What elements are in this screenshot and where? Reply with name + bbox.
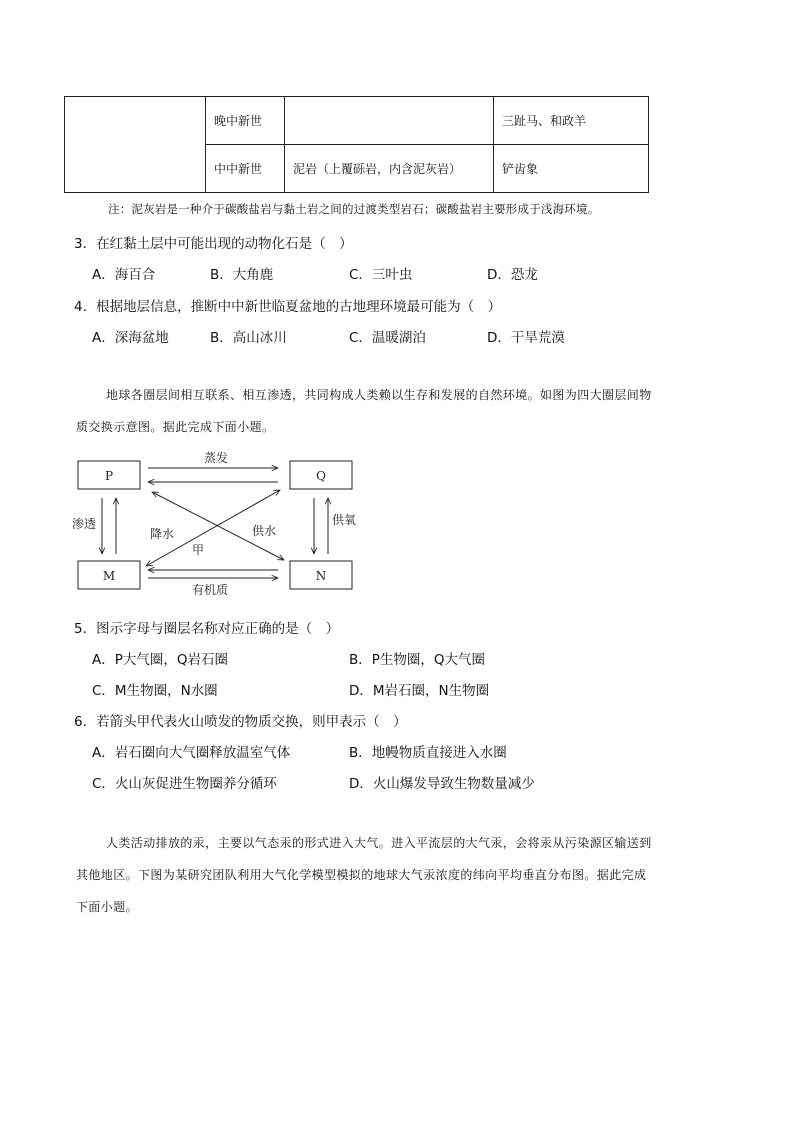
box-p-label: P — [104, 469, 114, 483]
q3-option-d: D．恐龙 — [487, 267, 538, 283]
q4-option-c: C．温暖湖泊 — [349, 330, 426, 346]
q5-option-b: B．P生物圈，Q大气圈 — [349, 652, 486, 668]
question-3-stem: 3．在红黏土层中可能出现的动物化石是（ ） — [74, 236, 353, 252]
table-cell: 泥岩（上覆砾岩，内含泥灰岩） — [285, 145, 494, 193]
q3-option-a: A．海百合 — [92, 267, 156, 283]
label-oxygen-supply: 供氧 — [332, 513, 357, 527]
q6-option-c: C．火山灰促进生物圈养分循环 — [92, 776, 277, 792]
q5-option-c: C．M生物圈，N水圈 — [92, 683, 218, 699]
label-evaporation: 蒸发 — [203, 451, 229, 465]
q4-option-b: B．高山冰川 — [210, 330, 287, 346]
q5-option-d: D．M岩石圈，N生物圈 — [349, 683, 490, 699]
question-4-stem: 4．根据地层信息，推断中中新世临夏盆地的古地理环境最可能为（ ） — [74, 299, 502, 315]
label-organic-matter: 有机质 — [191, 583, 229, 597]
q6-option-a: A．岩石圈向大气圈释放温室气体 — [92, 745, 291, 761]
q6-option-b: B．地幔物质直接进入水圈 — [349, 745, 507, 761]
table-cell: 铲齿象 — [494, 145, 649, 193]
question-6-stem: 6．若箭头甲代表火山喷发的物质交换，则甲表示（ ） — [74, 714, 407, 730]
label-precipitation: 降水 — [150, 527, 175, 541]
q3-option-c: C．三叶虫 — [349, 267, 413, 283]
passage-3-line-2: 其他地区。下图为某研究团队利用大气化学模型模拟的地球大气汞浓度的纬向平均垂直分布图。据此完成 — [76, 868, 647, 882]
passage-2-line-1: 地球各圈层间相互联系、相互渗透，共同构成人类赖以生存和发展的自然环境。如图为四大圈层间物 — [106, 388, 652, 402]
q5-option-a: A．P大气圈，Q岩石圈 — [92, 652, 229, 668]
q4-option-d: D．干旱荒漠 — [487, 330, 565, 346]
question-5-stem: 5．图示字母与圈层名称对应正确的是（ ） — [74, 621, 340, 637]
box-n-label: N — [315, 569, 327, 583]
sphere-exchange-diagram — [70, 448, 365, 598]
q3-option-b: B．大角鹿 — [210, 267, 274, 283]
q4-option-a: A．深海盆地 — [92, 330, 169, 346]
table-cell: 晚中新世 — [206, 97, 285, 145]
strata-table — [64, 96, 649, 193]
passage-3-line-1: 人类活动排放的汞，主要以气态汞的形式进入大气。进入平流层的大气汞，会将汞从污染源区输送到 — [106, 836, 652, 850]
table-cell — [65, 97, 206, 193]
label-water-supply: 供水 — [252, 524, 277, 538]
table-cell: 中中新世 — [206, 145, 285, 193]
table-note: 注：泥灰岩是一种介于碳酸盐岩与黏土岩之间的过渡类型岩石；碳酸盐岩主要形成于浅海环境。 — [108, 202, 600, 216]
table-row — [65, 97, 649, 145]
table-cell: 三趾马、和政羊 — [494, 97, 649, 145]
passage-2-line-2: 质交换示意图。据此完成下面小题。 — [76, 420, 275, 434]
q6-option-d: D．火山爆发导致生物数量减少 — [349, 776, 535, 792]
passage-3-line-3: 下面小题。 — [76, 900, 139, 914]
label-jia: 甲 — [192, 543, 205, 557]
box-q-label: Q — [316, 469, 326, 483]
table-cell — [285, 97, 494, 145]
label-infiltration: 渗透 — [72, 517, 97, 531]
box-m-label: M — [102, 569, 116, 583]
